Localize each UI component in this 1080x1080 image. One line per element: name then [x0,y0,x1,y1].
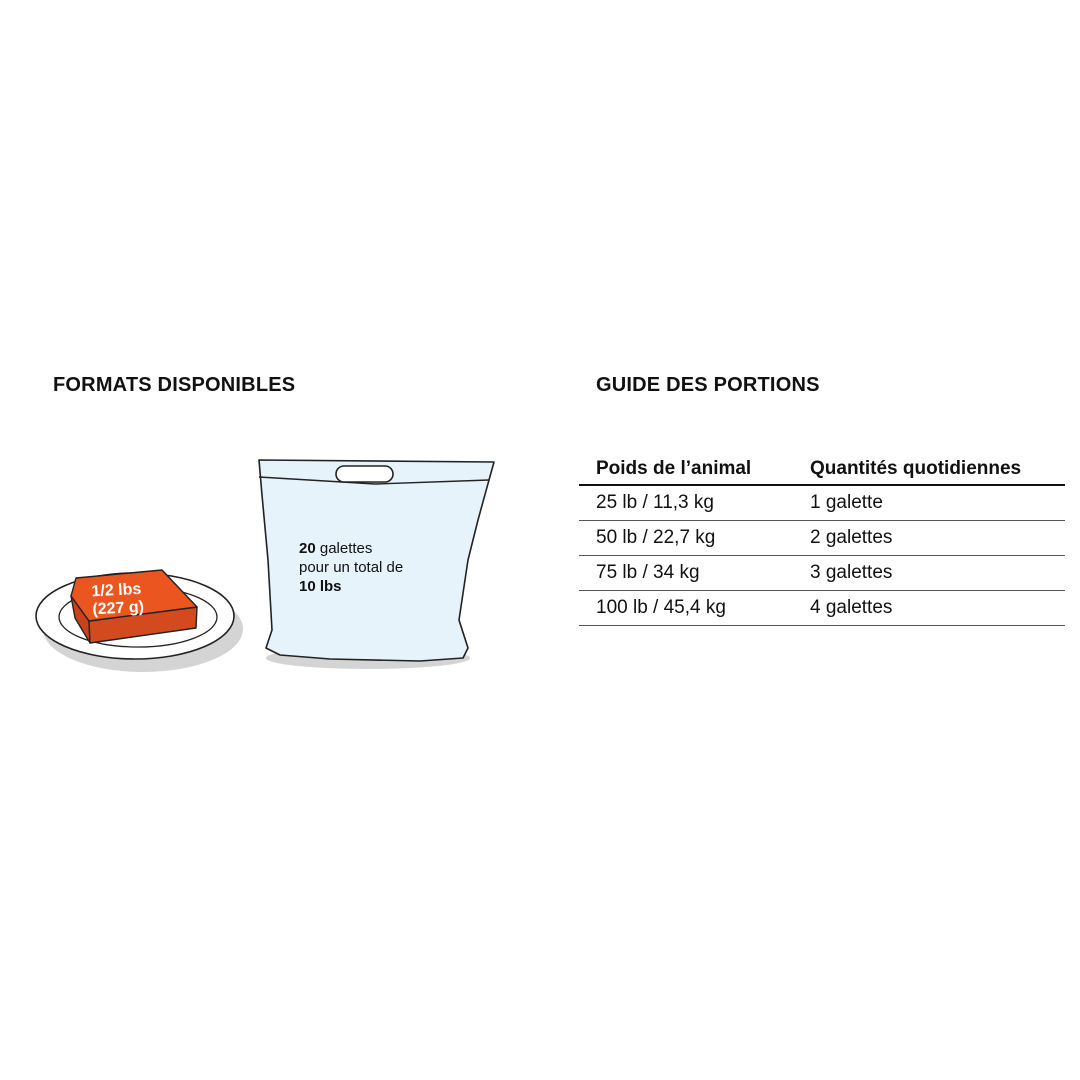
cell-weight: 50 lb / 22,7 kg [579,521,793,556]
guide-title: GUIDE DES PORTIONS [596,374,820,396]
bag-total-text: pour un total de [299,559,404,576]
bag-count-suffix: galettes [315,540,373,557]
cell-weight: 100 lb / 45,4 kg [579,591,793,626]
cell-weight: 75 lb / 34 kg [579,556,793,591]
patty-weight-label [91,581,144,620]
cell-quantity: 4 galettes [793,591,1065,626]
cell-weight: 25 lb / 11,3 kg [579,485,793,521]
table-row [579,521,1065,556]
header-animal-weight: Poids de l’animal [579,453,793,485]
bag-count-line [299,539,403,558]
portion-table [579,453,1065,626]
bag-count: 20 [299,540,316,557]
formats-title: FORMATS DISPONIBLES [53,374,296,396]
table-header-row [579,453,1065,485]
bag-label [299,539,403,596]
table-row [579,591,1065,626]
table-row [579,556,1065,591]
formats-illustration [30,450,510,690]
patty-weight-grams: (227 g) [92,598,145,619]
cell-quantity: 1 galette [793,485,1065,521]
cell-quantity: 3 galettes [793,556,1065,591]
header-daily-quantity: Quantités quotidiennes [793,453,1065,485]
patty-weight-lbs: 1/2 lbs [91,580,142,601]
cell-quantity: 2 galettes [793,521,1065,556]
bag-total: 10 lbs [299,578,342,595]
table-row [579,485,1065,521]
